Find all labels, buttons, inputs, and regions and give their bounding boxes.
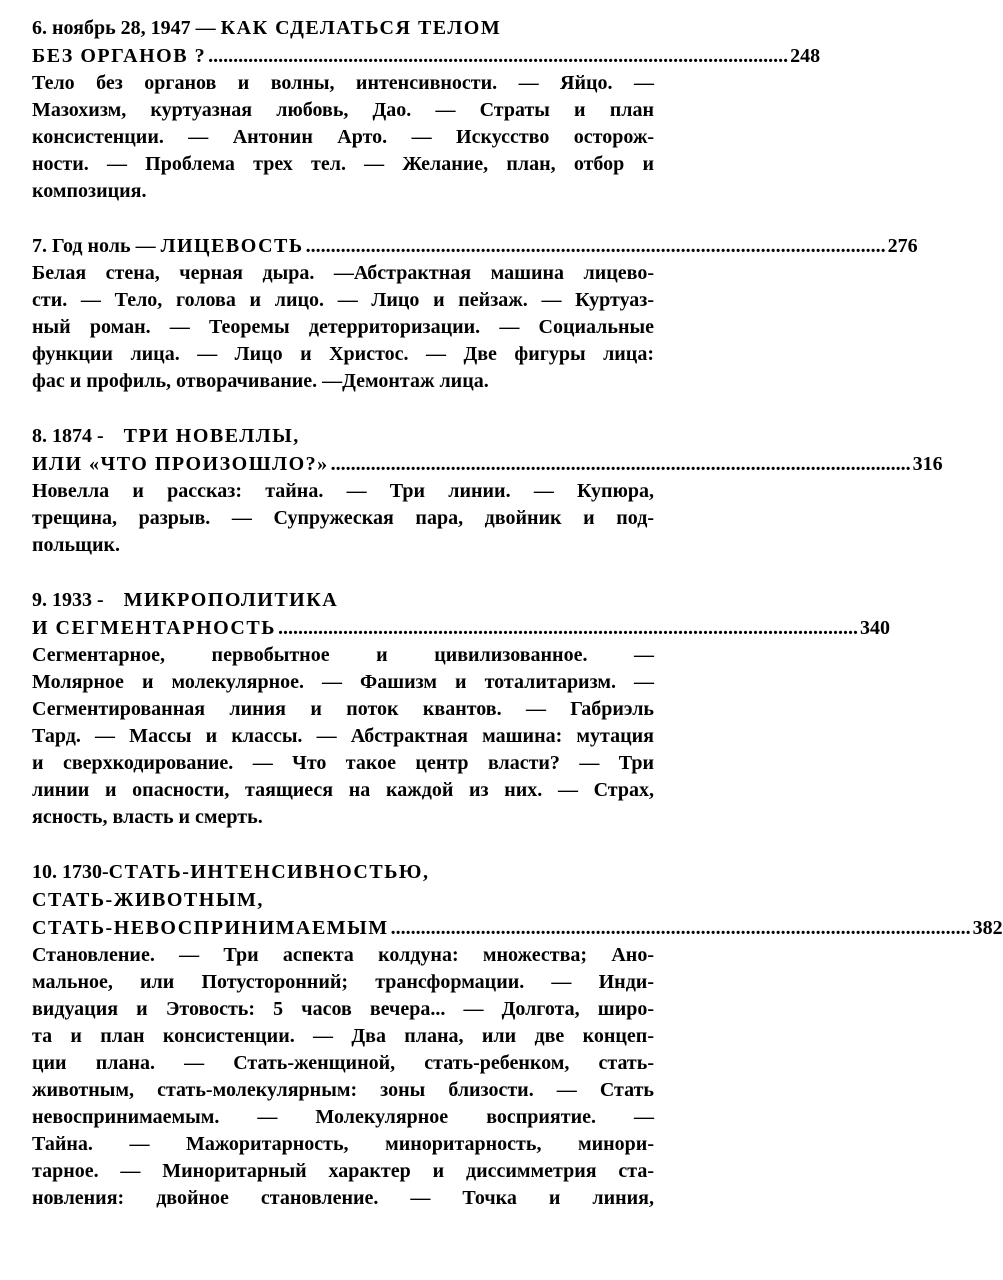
entry-heading <box>32 14 821 70</box>
description-line: Тард. — Массы и классы. — Абстрактная машина: мутация <box>32 725 654 747</box>
toc-page <box>32 14 1003 1212</box>
page-number: 316 <box>912 453 943 475</box>
entry-description <box>32 70 654 205</box>
entry-number: 6. <box>32 17 47 39</box>
entry-date: ноябрь 28, 1947 <box>52 17 191 39</box>
description-line: трещина, разрыв. — Супружеская пара, двойник и под- <box>32 507 654 529</box>
entry-title-line: ТРИ НОВЕЛЛЫ, <box>123 425 300 447</box>
entry-description <box>32 478 654 559</box>
dot-leader: .................................................................................................................... <box>277 617 858 639</box>
description-line: Белая стена, черная дыра. —Абстрактная машина лицево- <box>32 262 654 284</box>
description-line: ности. — Проблема трех тел. — Желание, план, отбор и <box>32 153 654 175</box>
description-line: новления: двойное становление. — Точка и линия, <box>32 1187 654 1209</box>
description-line: фас и профиль, отворачивание. —Демонтаж лица. <box>32 370 489 392</box>
entry-date: Год ноль <box>52 235 131 257</box>
description-line: ясность, власть и смерть. <box>32 806 263 828</box>
entry-heading <box>32 422 943 478</box>
description-line: Становление. — Три аспекта колдуна: множества; Ано- <box>32 944 654 966</box>
description-line: невоспринимаемым. — Молекулярное восприятие. — <box>32 1106 654 1128</box>
page-number: 276 <box>887 235 918 257</box>
entry-heading <box>32 232 918 260</box>
entry-title-line: СТАТЬ-ЖИВОТНЫМ, <box>32 889 264 911</box>
entry-title-line: МИКРОПОЛИТИКА <box>123 589 339 611</box>
dot-leader: .................................................................................................................... <box>390 917 971 939</box>
description-line: композиция. <box>32 180 147 202</box>
description-line: та и план консистенции. — Два плана, или две концеп- <box>32 1025 654 1047</box>
description-line: Сегментированная линия и поток квантов. — Габриэль <box>32 698 654 720</box>
description-line: ный роман. — Теоремы детерриторизации. — Социальные <box>32 316 654 338</box>
description-line: линии и опасности, таящиеся на каждой из них. — Страх, <box>32 779 654 801</box>
description-line: Мазохизм, куртуазная любовь, Дао. — Страты и план <box>32 99 654 121</box>
entry-title-line: ИЛИ «ЧТО ПРОИЗОШЛО?» <box>32 453 329 475</box>
page-number: 248 <box>790 45 821 67</box>
description-line: Молярное и молекулярное. — Фашизм и тоталитаризм. — <box>32 671 654 693</box>
description-line: и сверхкодирование. — Что такое центр власти? — Три <box>32 752 654 774</box>
entry-date: 1874 - <box>52 425 104 447</box>
description-line: Тайна. — Мажоритарность, миноритарность, минори- <box>32 1133 654 1155</box>
entry-number: 9. <box>32 589 47 611</box>
dot-leader: .................................................................................................................... <box>330 453 911 475</box>
entry-heading <box>32 858 1003 942</box>
dot-leader: .................................................................................................................... <box>208 45 789 67</box>
entry-description <box>32 260 654 395</box>
description-line: функции лица. — Лицо и Христос. — Две фигуры лица: <box>32 343 654 365</box>
toc-entry-10 <box>32 858 1003 1212</box>
entry-title-line: БЕЗ ОРГАНОВ ? <box>32 45 207 67</box>
entry-number: 7. <box>32 235 47 257</box>
description-line: тарное. — Миноритарный характер и диссимметрия ста- <box>32 1160 654 1182</box>
description-line: ции плана. — Стать-женщиной, стать-ребенком, стать- <box>32 1052 654 1074</box>
entry-title-line: КАК СДЕЛАТЬСЯ ТЕЛОМ <box>220 17 502 39</box>
page-number: 340 <box>859 617 890 639</box>
entry-title-line: И СЕГМЕНТАРНОСТЬ <box>32 617 276 639</box>
description-line: Новелла и рассказ: тайна. — Три линии. — Купюра, <box>32 480 654 502</box>
entry-description <box>32 942 654 1212</box>
entry-number: 8. <box>32 425 47 447</box>
entry-dash: — <box>135 235 156 257</box>
entry-title-line: СТАТЬ-ИНТЕНСИВНОСТЬЮ, <box>108 861 430 883</box>
description-line: видуация и Этовость: 5 часов вечера... — Долгота, широ- <box>32 998 654 1020</box>
entry-number: 10. <box>32 861 57 883</box>
dot-leader: .................................................................................................................... <box>305 235 886 257</box>
description-line: Сегментарное, первобытное и цивилизованное. — <box>32 644 654 666</box>
toc-entry-9 <box>32 586 890 831</box>
toc-entry-7 <box>32 232 918 395</box>
description-line: Тело без органов и волны, интенсивности. — Яйцо. — <box>32 72 654 94</box>
entry-dash: — <box>195 17 216 39</box>
description-line: мальное, или Потусторонний; трансформации. — Инди- <box>32 971 654 993</box>
description-line: животным, стать-молекулярным: зоны близости. — Стать <box>32 1079 654 1101</box>
entry-title-line: ЛИЦЕВОСТЬ <box>160 235 304 257</box>
entry-date: 1933 - <box>52 589 104 611</box>
entry-title-line: СТАТЬ-НЕВОСПРИНИМАЕМЫМ <box>32 917 389 939</box>
toc-entry-8 <box>32 422 943 559</box>
toc-entry-6 <box>32 14 821 205</box>
entry-heading <box>32 586 890 642</box>
description-line: польщик. <box>32 534 120 556</box>
description-line: консистенции. — Антонин Арто. — Искусство осторож- <box>32 126 654 148</box>
entry-description <box>32 642 654 831</box>
description-line: сти. — Тело, голова и лицо. — Лицо и пейзаж. — Куртуаз- <box>32 289 654 311</box>
page-number: 382 <box>972 917 1003 939</box>
entry-date: 1730- <box>62 861 109 883</box>
